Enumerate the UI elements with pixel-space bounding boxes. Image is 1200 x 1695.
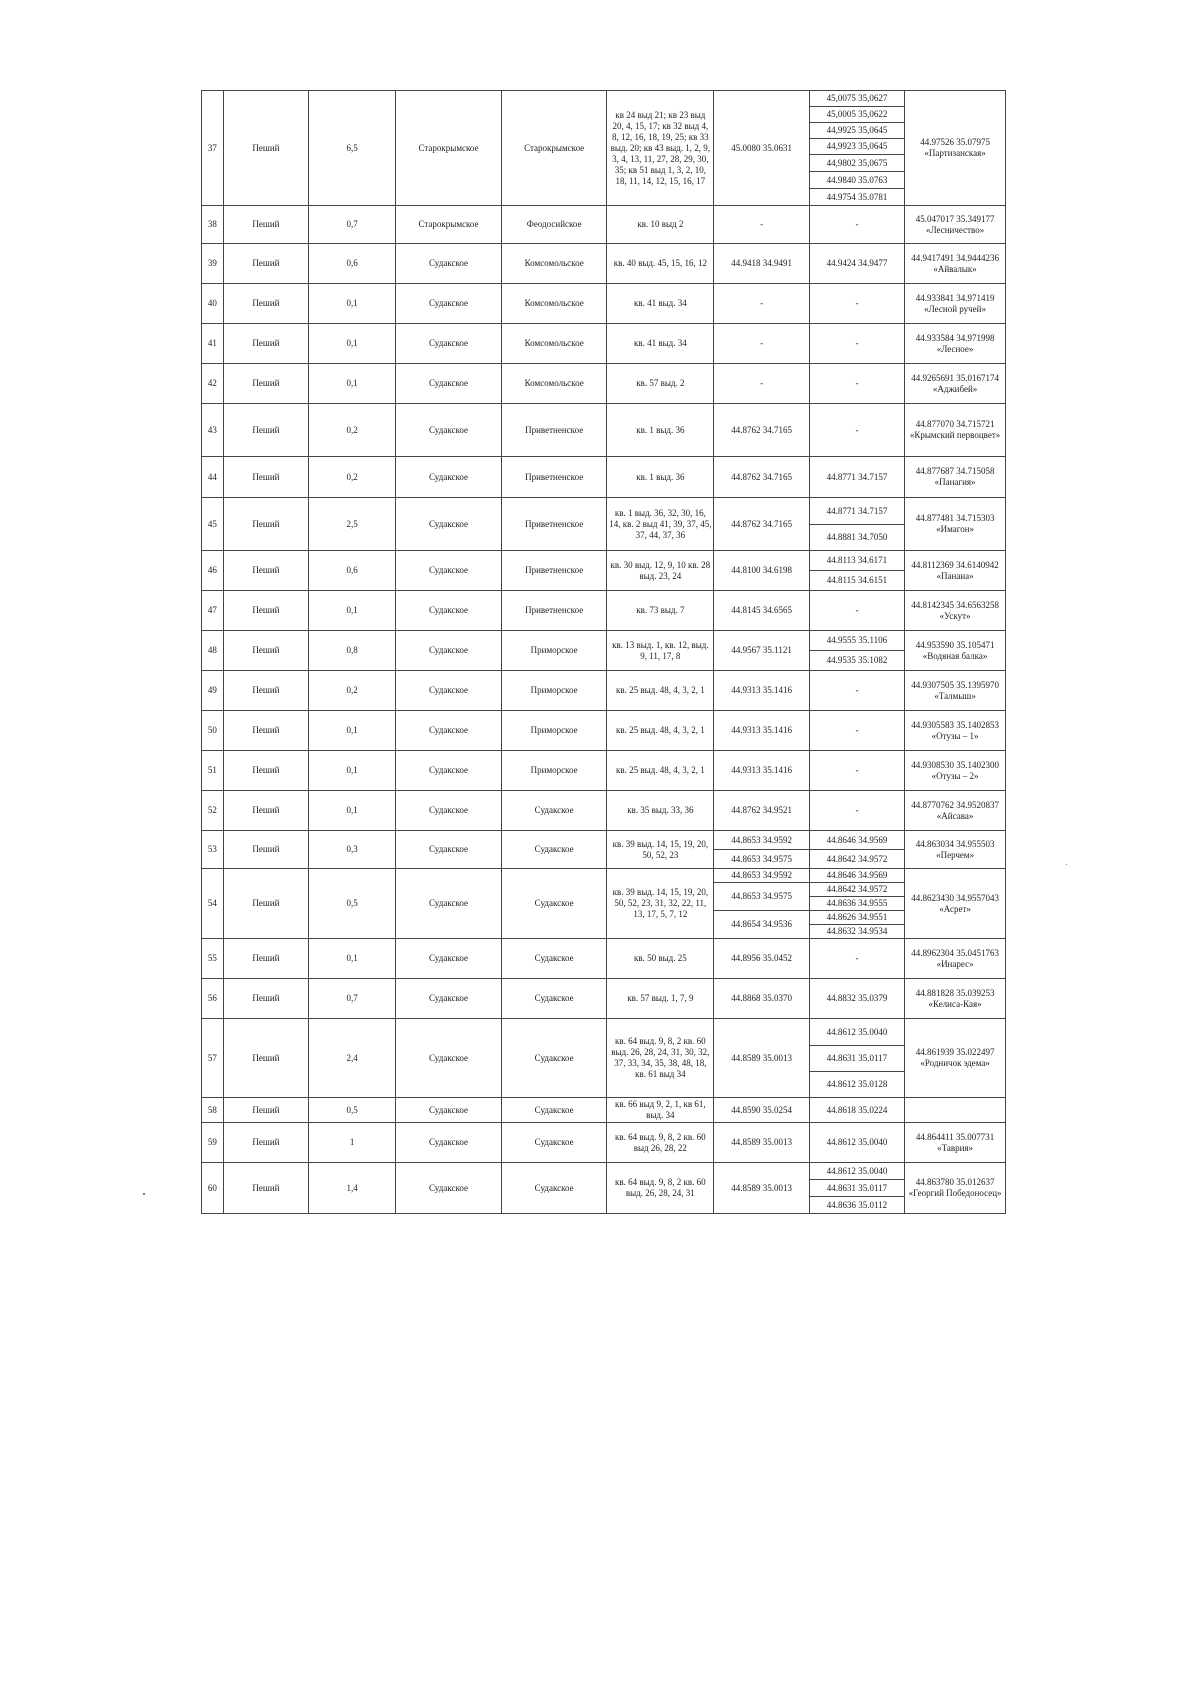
waypoint-coordinates: 44.8612 35.0040 <box>809 1163 904 1180</box>
table-row <box>202 631 1006 651</box>
start-coordinates: 45.0080 35.0631 <box>714 91 809 206</box>
quarters: кв. 64 выд. 9, 8, 2 кв. 60 выд. 26, 28, 24, 31 <box>607 1163 714 1214</box>
route-type: Пеший <box>223 631 309 671</box>
route-length: 0,3 <box>309 831 396 869</box>
row-number: 46 <box>202 551 224 591</box>
row-number: 59 <box>202 1123 224 1163</box>
quarters: кв. 30 выд. 12, 9, 10 кв. 28 выд. 23, 24 <box>607 551 714 591</box>
waypoint-coordinates: 44.8626 34.9551 <box>809 911 904 925</box>
route-length: 0,6 <box>309 551 396 591</box>
quarters: кв. 64 выд. 9, 8, 2 кв. 60 выд 26, 28, 22 <box>607 1123 714 1163</box>
route-length: 0,2 <box>309 404 396 457</box>
row-number: 52 <box>202 791 224 831</box>
forestry: Судакское <box>502 869 607 939</box>
waypoint-coordinates: 44,9802 35,0675 <box>809 155 904 172</box>
quarters: кв. 66 выд 9, 2, 1, кв 61, выд. 34 <box>607 1098 714 1123</box>
quarters: кв. 1 выд. 36, 32, 30, 16, 14, кв. 2 выд 41, 39, 37, 45, 37, 44, 37, 36 <box>607 498 714 551</box>
scan-speck <box>143 1193 145 1195</box>
district: Судакское <box>395 671 501 711</box>
route-type: Пеший <box>223 551 309 591</box>
district: Судакское <box>395 1123 501 1163</box>
route-type: Пеший <box>223 206 309 244</box>
route-type: Пеший <box>223 591 309 631</box>
start-coordinates: 44.8589 35.0013 <box>714 1163 809 1214</box>
route-length: 0,1 <box>309 284 396 324</box>
start-coordinates: 44.8654 34.9536 <box>714 911 809 939</box>
object-coordinates: 44.9308530 35.1402300 «Отузы – 2» <box>905 751 1006 791</box>
forestry: Приморское <box>502 671 607 711</box>
table-row <box>202 1163 1006 1180</box>
quarters: кв. 39 выд. 14, 15, 19, 20, 50, 52, 23, 31, 32, 22, 11, 13, 17, 5, 7, 12 <box>607 869 714 939</box>
row-number: 39 <box>202 244 224 284</box>
waypoint-coordinates: 44.9535 35.1082 <box>809 651 904 671</box>
waypoint-coordinates: 44.8612 35.0040 <box>809 1019 904 1046</box>
row-number: 56 <box>202 979 224 1019</box>
quarters: кв. 25 выд. 48, 4, 3, 2, 1 <box>607 671 714 711</box>
waypoint-coordinates: 44.8631 35.0117 <box>809 1046 904 1072</box>
waypoint-coordinates: 44.8881 34.7050 <box>809 525 904 551</box>
object-coordinates: 44.953590 35.105471 «Водяная балка» <box>905 631 1006 671</box>
object-coordinates: 44.863034 34.955503 «Перчем» <box>905 831 1006 869</box>
waypoint-coordinates: - <box>809 751 904 791</box>
forestry: Приморское <box>502 711 607 751</box>
route-length: 0,2 <box>309 671 396 711</box>
waypoint-coordinates: 44.9840 35.0763 <box>809 172 904 189</box>
waypoint-coordinates: 44.8113 34.6171 <box>809 551 904 571</box>
start-coordinates: 44.8762 34.7165 <box>714 498 809 551</box>
object-coordinates: 44.877070 34.715721 «Крымский первоцвет» <box>905 404 1006 457</box>
district: Судакское <box>395 1019 501 1098</box>
quarters: кв. 13 выд. 1, кв. 12, выд. 9, 11, 17, 8 <box>607 631 714 671</box>
district: Судакское <box>395 591 501 631</box>
start-coordinates: 44.8653 34.9592 <box>714 869 809 883</box>
route-type: Пеший <box>223 1098 309 1123</box>
quarters: кв. 1 выд. 36 <box>607 404 714 457</box>
table-row <box>202 979 1006 1019</box>
quarters: кв 24 выд 21; кв 23 выд 20, 4, 15, 17; кв 32 выд 4, 8, 12, 16, 18, 19, 25; кв 33 выд. 20; кв 43 выд. 1, 2, 9, 3, 4, 13, 11, 27, 28, 29, 30, 35; кв 51 выд 1, 3, 2, 10, 18, 11, 14, 12, 15, 16, 17 <box>607 91 714 206</box>
waypoint-coordinates: 44.8115 34.6151 <box>809 571 904 591</box>
quarters: кв. 25 выд. 48, 4, 3, 2, 1 <box>607 711 714 751</box>
start-coordinates: 44.8762 34.7165 <box>714 404 809 457</box>
quarters: кв. 50 выд. 25 <box>607 939 714 979</box>
waypoint-coordinates: 44.8771 34.7157 <box>809 498 904 525</box>
table-row <box>202 1123 1006 1163</box>
object-coordinates: 44.9305583 35.1402853 «Отузы – 1» <box>905 711 1006 751</box>
waypoint-coordinates: 44.8618 35.0224 <box>809 1098 904 1123</box>
row-number: 37 <box>202 91 224 206</box>
table-row <box>202 404 1006 457</box>
forestry: Приморское <box>502 631 607 671</box>
district: Судакское <box>395 631 501 671</box>
waypoint-coordinates: 45,0075 35,0627 <box>809 91 904 107</box>
waypoint-coordinates: 44.8642 34.9572 <box>809 883 904 897</box>
route-length: 0,8 <box>309 631 396 671</box>
forestry: Приморское <box>502 751 607 791</box>
waypoint-coordinates: 44.8771 34.7157 <box>809 457 904 498</box>
route-type: Пеший <box>223 364 309 404</box>
row-number: 43 <box>202 404 224 457</box>
waypoint-coordinates: 44.8646 34.9569 <box>809 831 904 850</box>
forestry: Феодосийское <box>502 206 607 244</box>
table-row <box>202 551 1006 571</box>
route-length: 0,1 <box>309 751 396 791</box>
route-length: 0,7 <box>309 206 396 244</box>
row-number: 44 <box>202 457 224 498</box>
waypoint-coordinates: - <box>809 671 904 711</box>
waypoint-coordinates: - <box>809 791 904 831</box>
waypoint-coordinates: 44,9925 35,0645 <box>809 123 904 139</box>
waypoint-coordinates: 44.9555 35.1106 <box>809 631 904 651</box>
route-length: 6,5 <box>309 91 396 206</box>
start-coordinates: 44.8145 34.6565 <box>714 591 809 631</box>
row-number: 47 <box>202 591 224 631</box>
start-coordinates: 44.8589 35.0013 <box>714 1123 809 1163</box>
start-coordinates: - <box>714 364 809 404</box>
district: Судакское <box>395 498 501 551</box>
row-number: 38 <box>202 206 224 244</box>
district: Судакское <box>395 364 501 404</box>
quarters: кв. 41 выд. 34 <box>607 324 714 364</box>
route-type: Пеший <box>223 939 309 979</box>
start-coordinates: - <box>714 284 809 324</box>
object-coordinates: 44.97526 35.07975 «Партизанская» <box>905 91 1006 206</box>
row-number: 51 <box>202 751 224 791</box>
district: Судакское <box>395 1163 501 1214</box>
waypoint-coordinates: 44.8636 35.0112 <box>809 1197 904 1214</box>
object-coordinates: 44.861939 35.022497 «Родничок эдема» <box>905 1019 1006 1098</box>
table-row <box>202 206 1006 244</box>
forestry: Судакское <box>502 1098 607 1123</box>
start-coordinates: 44.8653 34.9575 <box>714 850 809 869</box>
table-row <box>202 1019 1006 1046</box>
object-coordinates: 45.047017 35.349177 «Лесничество» <box>905 206 1006 244</box>
row-number: 42 <box>202 364 224 404</box>
waypoint-coordinates: 44.8612 35.0128 <box>809 1072 904 1098</box>
start-coordinates: 44.8868 35.0370 <box>714 979 809 1019</box>
start-coordinates: 44.9418 34.9491 <box>714 244 809 284</box>
row-number: 60 <box>202 1163 224 1214</box>
forestry: Судакское <box>502 1163 607 1214</box>
waypoint-coordinates: - <box>809 591 904 631</box>
quarters: кв. 40 выд. 45, 15, 16, 12 <box>607 244 714 284</box>
waypoint-coordinates: 44.8646 34.9569 <box>809 869 904 883</box>
row-number: 48 <box>202 631 224 671</box>
quarters: кв. 57 выд. 1, 7, 9 <box>607 979 714 1019</box>
route-type: Пеший <box>223 979 309 1019</box>
district: Старокрымское <box>395 91 501 206</box>
row-number: 58 <box>202 1098 224 1123</box>
waypoint-coordinates: 44.8642 34.9572 <box>809 850 904 869</box>
forestry: Приветненское <box>502 551 607 591</box>
forestry: Комсомольское <box>502 364 607 404</box>
waypoint-coordinates: - <box>809 939 904 979</box>
trails-table <box>201 90 1006 1214</box>
start-coordinates: 44.8956 35.0452 <box>714 939 809 979</box>
start-coordinates: 44.8762 34.9521 <box>714 791 809 831</box>
route-type: Пеший <box>223 91 309 206</box>
object-coordinates: 44.933584 34.971998 «Лесное» <box>905 324 1006 364</box>
object-coordinates: 44.933841 34.971419 «Лесной ручей» <box>905 284 1006 324</box>
object-coordinates: 44.8142345 34.6563258 «Ускут» <box>905 591 1006 631</box>
object-coordinates: 44.877687 34.715058 «Панагия» <box>905 457 1006 498</box>
district: Судакское <box>395 404 501 457</box>
row-number: 41 <box>202 324 224 364</box>
table-row <box>202 869 1006 883</box>
route-length: 0,6 <box>309 244 396 284</box>
district: Судакское <box>395 979 501 1019</box>
route-type: Пеший <box>223 244 309 284</box>
quarters: кв. 73 выд. 7 <box>607 591 714 631</box>
route-type: Пеший <box>223 751 309 791</box>
row-number: 50 <box>202 711 224 751</box>
quarters: кв. 57 выд. 2 <box>607 364 714 404</box>
quarters: кв. 10 выд 2 <box>607 206 714 244</box>
route-type: Пеший <box>223 498 309 551</box>
route-length: 2,4 <box>309 1019 396 1098</box>
start-coordinates: 44.9313 35.1416 <box>714 671 809 711</box>
table-row <box>202 671 1006 711</box>
object-coordinates: 44.881828 35.039253 «Келиса-Кая» <box>905 979 1006 1019</box>
scan-speck <box>1066 864 1067 865</box>
row-number: 45 <box>202 498 224 551</box>
table-row <box>202 457 1006 498</box>
route-length: 0,5 <box>309 1098 396 1123</box>
waypoint-coordinates: - <box>809 284 904 324</box>
district: Старокрымское <box>395 206 501 244</box>
route-type: Пеший <box>223 324 309 364</box>
district: Судакское <box>395 791 501 831</box>
route-type: Пеший <box>223 869 309 939</box>
district: Судакское <box>395 831 501 869</box>
forestry: Судакское <box>502 831 607 869</box>
quarters: кв. 1 выд. 36 <box>607 457 714 498</box>
district: Судакское <box>395 1098 501 1123</box>
object-coordinates: 44.8962304 35.0451763 «Инарес» <box>905 939 1006 979</box>
row-number: 53 <box>202 831 224 869</box>
route-type: Пеший <box>223 457 309 498</box>
start-coordinates: 44.8762 34.7165 <box>714 457 809 498</box>
waypoint-coordinates: 44.8612 35.0040 <box>809 1123 904 1163</box>
table-row <box>202 244 1006 284</box>
route-type: Пеший <box>223 831 309 869</box>
route-type: Пеший <box>223 791 309 831</box>
district: Судакское <box>395 244 501 284</box>
forestry: Комсомольское <box>502 244 607 284</box>
route-length: 0,1 <box>309 791 396 831</box>
object-coordinates: 44.8770762 34.9520837 «Айсава» <box>905 791 1006 831</box>
route-type: Пеший <box>223 404 309 457</box>
route-type: Пеший <box>223 711 309 751</box>
waypoint-coordinates: - <box>809 324 904 364</box>
forestry: Приветненское <box>502 457 607 498</box>
quarters: кв. 41 выд. 34 <box>607 284 714 324</box>
waypoint-coordinates: 44.8631 35.0117 <box>809 1180 904 1197</box>
forestry: Старокрымское <box>502 91 607 206</box>
route-length: 0,1 <box>309 591 396 631</box>
route-type: Пеший <box>223 671 309 711</box>
district: Судакское <box>395 457 501 498</box>
table-row <box>202 751 1006 791</box>
route-type: Пеший <box>223 284 309 324</box>
route-length: 0,1 <box>309 939 396 979</box>
object-coordinates: 44.9265691 35.0167174 «Аджибей» <box>905 364 1006 404</box>
forestry: Судакское <box>502 1019 607 1098</box>
table-row <box>202 711 1006 751</box>
quarters: кв. 39 выд. 14, 15, 19, 20, 50, 52, 23 <box>607 831 714 869</box>
row-number: 57 <box>202 1019 224 1098</box>
table-row <box>202 831 1006 850</box>
route-length: 1 <box>309 1123 396 1163</box>
forestry: Комсомольское <box>502 284 607 324</box>
table-row <box>202 1098 1006 1123</box>
row-number: 40 <box>202 284 224 324</box>
object-coordinates: 44.9417491 34.9444236 «Айвалык» <box>905 244 1006 284</box>
forestry: Приветненское <box>502 404 607 457</box>
route-length: 0,1 <box>309 711 396 751</box>
waypoint-coordinates: 44.8636 34.9555 <box>809 897 904 911</box>
start-coordinates: - <box>714 324 809 364</box>
quarters: кв. 35 выд. 33, 36 <box>607 791 714 831</box>
district: Судакское <box>395 869 501 939</box>
waypoint-coordinates: - <box>809 206 904 244</box>
route-length: 0,7 <box>309 979 396 1019</box>
start-coordinates: 44.8589 35.0013 <box>714 1019 809 1098</box>
object-coordinates: 44.8623430 34.9557043 «Асрет» <box>905 869 1006 939</box>
object-coordinates: 44.9307505 35.1395970 «Талмыш» <box>905 671 1006 711</box>
district: Судакское <box>395 711 501 751</box>
district: Судакское <box>395 751 501 791</box>
route-length: 2,5 <box>309 498 396 551</box>
row-number: 55 <box>202 939 224 979</box>
forestry: Приветненское <box>502 591 607 631</box>
table-row <box>202 791 1006 831</box>
start-coordinates: 44.9567 35.1121 <box>714 631 809 671</box>
start-coordinates: 44.9313 35.1416 <box>714 711 809 751</box>
forestry: Судакское <box>502 791 607 831</box>
start-coordinates: 44.8590 35.0254 <box>714 1098 809 1123</box>
start-coordinates: - <box>714 206 809 244</box>
table-row <box>202 498 1006 525</box>
start-coordinates: 44.8653 34.9575 <box>714 883 809 911</box>
route-length: 0,1 <box>309 364 396 404</box>
waypoint-coordinates: 44.8832 35.0379 <box>809 979 904 1019</box>
route-type: Пеший <box>223 1163 309 1214</box>
route-type: Пеший <box>223 1019 309 1098</box>
forestry: Судакское <box>502 1123 607 1163</box>
object-coordinates: 44.863780 35.012637 «Георгий Победоносец» <box>905 1163 1006 1214</box>
table-row <box>202 91 1006 107</box>
waypoint-coordinates: 44.9424 34.9477 <box>809 244 904 284</box>
table-row <box>202 364 1006 404</box>
route-length: 0,2 <box>309 457 396 498</box>
table-row <box>202 324 1006 364</box>
waypoint-coordinates: - <box>809 364 904 404</box>
start-coordinates: 44.8653 34.9592 <box>714 831 809 850</box>
object-coordinates <box>905 1098 1006 1123</box>
quarters: кв. 25 выд. 48, 4, 3, 2, 1 <box>607 751 714 791</box>
forestry: Судакское <box>502 939 607 979</box>
object-coordinates: 44.877481 34.715303 «Имагон» <box>905 498 1006 551</box>
route-length: 1,4 <box>309 1163 396 1214</box>
district: Судакское <box>395 284 501 324</box>
row-number: 54 <box>202 869 224 939</box>
waypoint-coordinates: 44.9754 35.0781 <box>809 189 904 206</box>
forestry: Судакское <box>502 979 607 1019</box>
row-number: 49 <box>202 671 224 711</box>
forestry: Приветненское <box>502 498 607 551</box>
forestry: Комсомольское <box>502 324 607 364</box>
district: Судакское <box>395 551 501 591</box>
route-type: Пеший <box>223 1123 309 1163</box>
table-row <box>202 939 1006 979</box>
waypoint-coordinates: 44.8632 34.9534 <box>809 925 904 939</box>
waypoint-coordinates: - <box>809 711 904 751</box>
start-coordinates: 44.9313 35.1416 <box>714 751 809 791</box>
district: Судакское <box>395 324 501 364</box>
route-length: 0,5 <box>309 869 396 939</box>
waypoint-coordinates: 45,0005 35,0622 <box>809 107 904 123</box>
waypoint-coordinates: - <box>809 404 904 457</box>
table-row <box>202 591 1006 631</box>
table-row <box>202 284 1006 324</box>
start-coordinates: 44.8100 34.6198 <box>714 551 809 591</box>
quarters: кв. 64 выд. 9, 8, 2 кв. 60 выд. 26, 28, 24, 31, 30, 32, 37, 33, 34, 35, 38, 48, 18, кв. 61 выд 34 <box>607 1019 714 1098</box>
object-coordinates: 44.8112369 34.6140942 «Панаиа» <box>905 551 1006 591</box>
waypoint-coordinates: 44,9923 35,0645 <box>809 139 904 155</box>
object-coordinates: 44.864411 35.007731 «Таврия» <box>905 1123 1006 1163</box>
district: Судакское <box>395 939 501 979</box>
route-length: 0,1 <box>309 324 396 364</box>
